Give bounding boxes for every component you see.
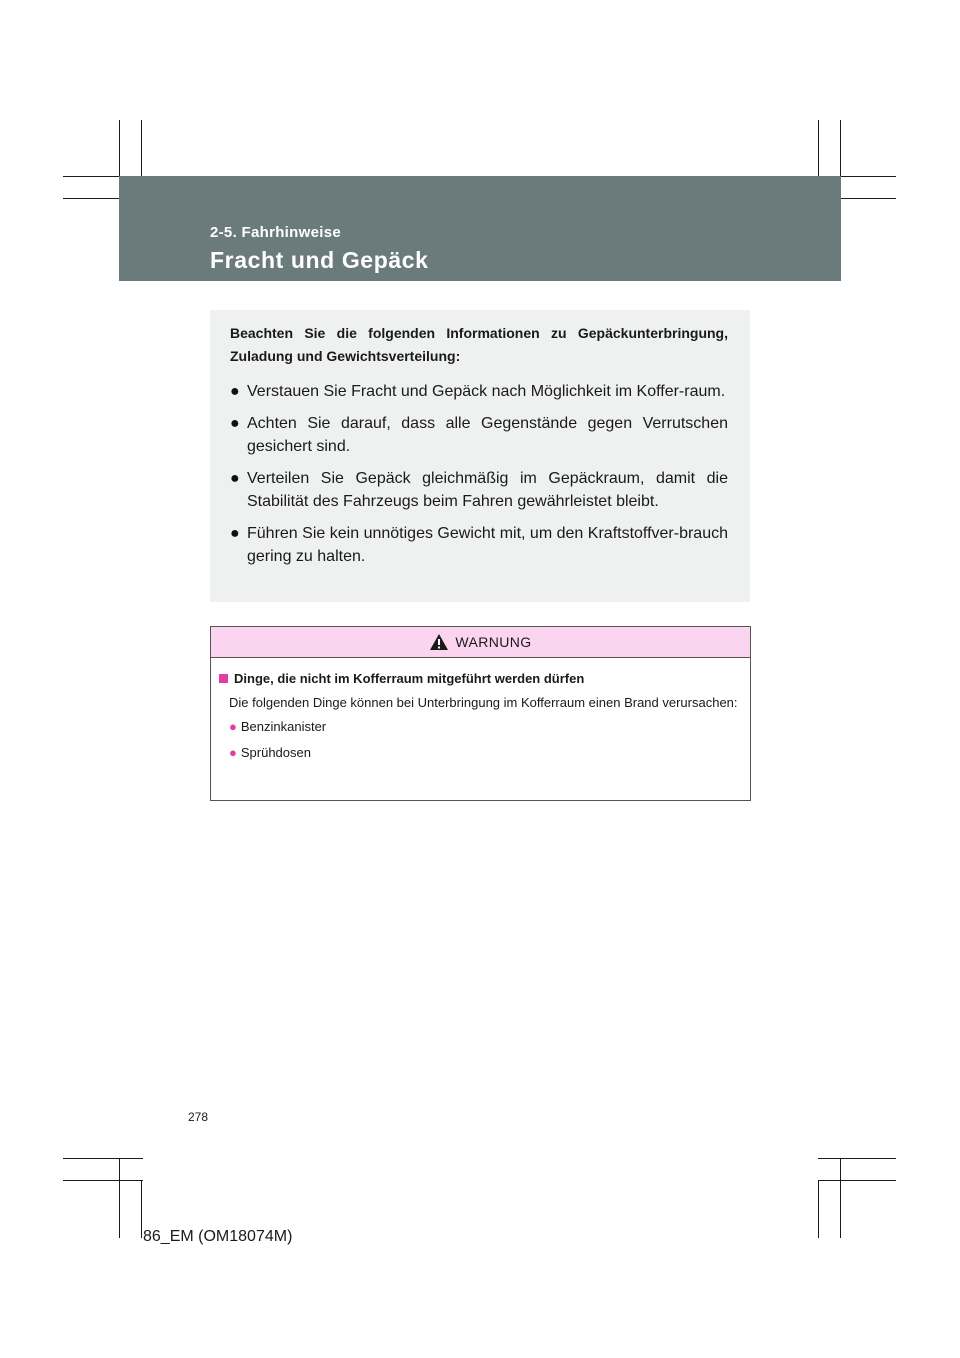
bullet-icon: ● (230, 525, 240, 542)
crop-mark (141, 1180, 142, 1238)
square-bullet-icon (219, 674, 228, 683)
section-label: 2-5. Fahrhinweise (210, 224, 341, 241)
warning-item-text: Sprühdosen (240, 745, 311, 760)
list-item (230, 380, 728, 403)
warning-header (211, 627, 750, 658)
list-item (229, 718, 742, 736)
crop-mark (840, 1158, 841, 1238)
list-item (230, 467, 728, 513)
crop-mark (63, 1158, 143, 1159)
bullet-text: Verstauen Sie Fracht und Gepäck nach Möglichkeit im Koffer-raum. (247, 383, 726, 400)
warning-heading-text: Dinge, die nicht im Kofferraum mitgeführt werden dürfen (234, 671, 585, 686)
page-number: 278 (188, 1110, 209, 1124)
dot-bullet-icon: ● (229, 745, 237, 760)
crop-mark (63, 1180, 143, 1181)
warning-heading (219, 670, 742, 688)
warning-item-text: Benzinkanister (240, 719, 327, 734)
crop-mark (818, 1180, 819, 1238)
crop-mark (818, 1158, 896, 1159)
warning-text: Die folgenden Dinge können bei Unterbringung im Kofferraum einen Brand verursachen: (229, 695, 738, 710)
list-item (230, 412, 728, 458)
info-intro: Beachten Sie die folgenden Informationen zu Gepäckunterbringung, Zuladung und Gewichtsverteilung: (230, 325, 728, 364)
warning-body (211, 658, 750, 762)
bullet-icon: ● (230, 383, 240, 400)
list-item (230, 522, 728, 568)
crop-mark (119, 1158, 120, 1238)
crop-mark (818, 1180, 896, 1181)
info-box (210, 310, 750, 602)
warning-box (210, 626, 751, 801)
bullet-icon: ● (230, 470, 240, 487)
document-code: 86_EM (OM18074M) (143, 1228, 293, 1245)
bullet-icon: ● (230, 415, 240, 432)
warning-title: WARNUNG (455, 634, 532, 650)
dot-bullet-icon: ● (229, 719, 237, 734)
list-item (229, 744, 742, 762)
bullet-text: Führen Sie kein unnötiges Gewicht mit, um den Kraftstoffver-brauch gering zu halten. (247, 525, 728, 565)
warning-triangle-icon (429, 633, 449, 651)
bullet-text: Achten Sie darauf, dass alle Gegenstände gegen Verrutschen gesichert sind. (247, 415, 728, 455)
page-title: Fracht und Gepäck (210, 247, 429, 273)
bullet-text: Verteilen Sie Gepäck gleichmäßig im Gepäckraum, damit die Stabilität des Fahrzeugs beim Fahren gewährleistet bleibt. (247, 470, 728, 510)
